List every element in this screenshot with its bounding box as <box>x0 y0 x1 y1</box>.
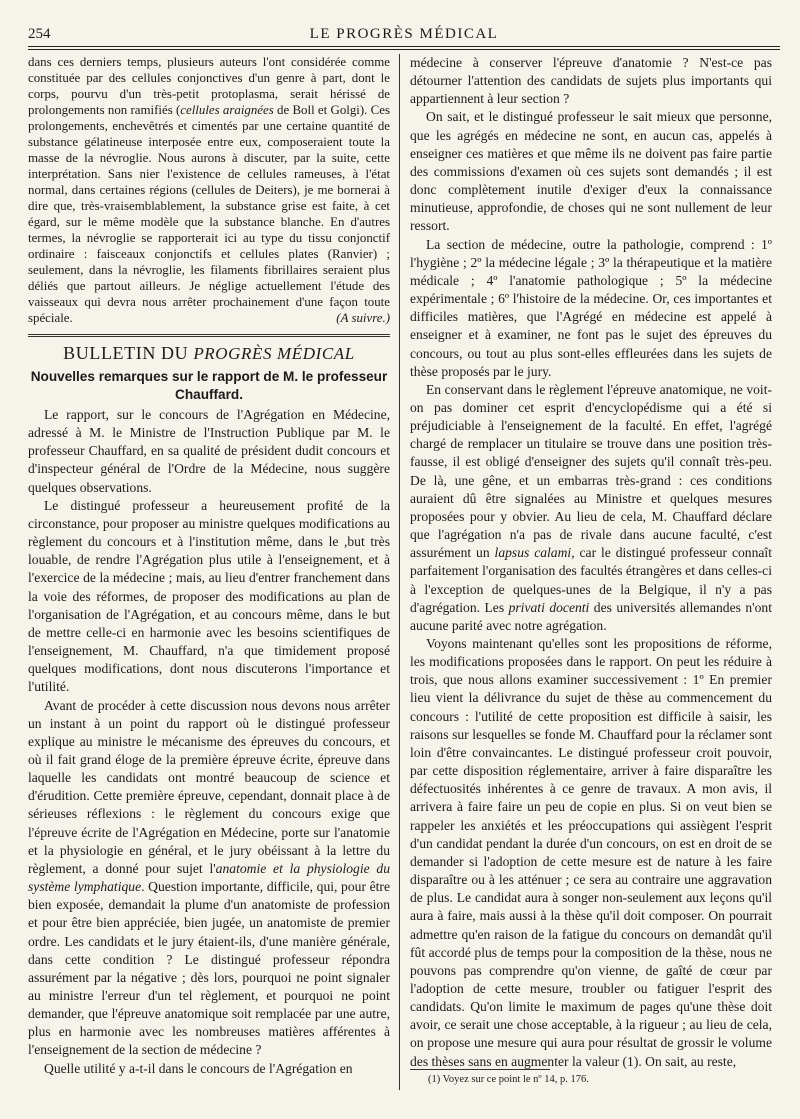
paragraph: Avant de procéder à cette discussion nous devons nous arrêter un instant à un point du rapport où le distingué professeur explique au ministre le mécanisme des épreuves du concours, et où il fait grand éloge de la première épreuve écrite, épreuve dans laquelle les candidats ont montré beaucoup de science et d'érudition. Cette première épreuve, cependant, donnait place à de sérieuses réflexions : le règlement du concours exige que l'épreuve écrite de l'Agrégation en Médecine, porte sur l'anatomie et la physiologie en général, et le jury obéissant à la lettre du règlement, a donné pour sujet l'anatomie et la physiologie du système lymphatique. Question importante, difficile, qui, pour être bien exposée, demandait la plume d'un anatomiste de profession et pour être bien appréciée, bien jugée, un anatomiste de premier ordre. Les candidats et le jury étaient-ils, d'une manière générale, dans cette condition ? Le distingué professeur répondra assurément par la négative ; dès lors, pourquoi ne point signaler au ministre l'erreur d'un tel règlement, et pourquoi ne point demander, que l'épreuve anatomique soit remplacée par une autre, plus en harmonie avec les nombreuses matières afférentes à l'enseignement de la section de médecine ? <box>28 697 390 1058</box>
paragraph: Le rapport, sur le concours de l'Agrégation en Médecine, adressé à M. le Ministre de l'Instruction Publique par M. le professeur Chauffard, en sa qualité de président dudit concours et d'inspecteur général de l'Ordre de la Médecine, nous suggère quelques observations. <box>28 407 390 495</box>
footnote-rule <box>410 1069 550 1070</box>
left-column <box>28 54 390 1092</box>
paragraph: La section de médecine, outre la pathologie, comprend : 1º l'hygiène ; 2º la médecine légale ; 3º la thérapeutique et la matière médicale ; 4º l'anatomie pathologique ; 5º la médecine expérimentale ; 6º l'histoire de la médecine. Or, ces importantes et difficiles matières, que l'Agrégé en médecine est appelé à enseigner et à examiner, ne font pas le sujet des épreuves du concours, ou tout au plus sont-elles effleurées dans les sujets de thèse proposés par le jury. <box>410 236 772 379</box>
continued-article-text: dans ces derniers temps, plusieurs auteurs l'ont considérée comme constituée par des cellules conjonctives d'un genre à part, dont le corps, pourvu d'un très-petit protoplasma, serait hérissé de prolongements non ramifiés (cellules araignées de Boll et Golgi). Ces prolongements, enchevêtrés et cimentés par une certaine quantité de substance gélatineuse interposée entre eux, composeraient toute la masse de la névroglie. Nous aurons à discuter, par la suite, cette interprétation. Sans nier l'existence de cellules rameuses, à l'état normal, dans certaines régions (cellules de Deiters), je me bornerai à dire que, très-vraisemblablement, la substance grise est faite, à cet égard, sur le même modèle que la substance blanche. En d'autres termes, la névroglie se rapporterait ici au type du tissu conjonctif ordinaire : faisceaux conjonctifs et cellules plates (Ranvier) ; seulement, dans la névroglie, les filaments fibrillaires seraient plus déliés que partout ailleurs. Je néglige actuellement l'étude des vaisseaux qui devra nous arrêter prochainement d'une façon toute spéciale. (A suivre.) <box>28 55 390 325</box>
paragraph: Quelle utilité y a-t-il dans le concours de l'Agrégation en <box>44 1060 353 1076</box>
right-column <box>410 54 772 1069</box>
paragraph: Voyons maintenant qu'elles sont les propositions de réforme, les modifications proposées dans le rapport. On peut les réduire à trois, que nous allons examiner successivement : 1º En premier lieu vient la délivrance du sujet de thèse au commencement du concours : l'utilité de cette proposition est difficile à saisir, les raisons sur lesquelles se fonde M. Chauffard pour la réclamer sont loin d'être convaincantes. Le distingué professeur croit pouvoir, par cette disposition réglementaire, arriver à faire disparaître les défectuosités inhérentes à ce genre de travaux. A mon avis, il arrivera à faire faire un peu de copie en plus. Si on veut bien se rappeler les anxiétés et les préoccupations qui assiègent l'esprit d'un candidat pendant la durée d'un concours, on est en droit de se demander si l'adoption de cette mesure est de nature à les faire disparaître ou à les atténuer ; ce sera au contraire une aggravation de plus. Le candidat aura à songer non-seulement aux leçons qu'il aura à faire, mais aussi à la thèse qu'il doit composer. On pourrait admettre qu'en raison de la fatigue du concours on demandât qu'il fût accordé plus de temps pour la composition de la thèse, nous ne pouvons pas comprendre qu'on vienne, de gaîté de cœur par l'adoption de cette mesure, troubler ou fatiguer l'esprit des candidats. Qu'on limite le maximum de pages qu'une thèse doit avoir, ce serait une chose acceptable, à la rigueur ; au lieu de cela, on propose une mesure qui aura pour résultat de grossir le volume des thèses sans en augmenter la valeur (1). On sait, au reste, <box>410 636 772 1069</box>
paragraph: médecine à conserver l'épreuve d'anatomie ? N'est-ce pas détourner l'attention des candidats de sujets plus importants qui appartiennent à leur section ? <box>410 55 772 107</box>
page-header <box>28 24 780 46</box>
footnote: (1) Voyez sur ce point le nº 14, p. 176. <box>428 1074 589 1085</box>
header-rule <box>28 46 780 50</box>
page-number: 254 <box>28 26 51 42</box>
article-subtitle: Nouvelles remarques sur le rapport de M. le professeur Chauffard. <box>30 369 388 402</box>
journal-title: LE PROGRÈS MÉDICAL <box>309 26 499 42</box>
paragraph: On sait, et le distingué professeur le sait mieux que personne, que les agrégés en médecine ne sont, en aucun cas, appelés à enseigner ces matières et que même ils ne doivent pas faire partie des commissions d'examen où ces sujets sont demandés ; il est donc complètement inutile d'exiger d'eux la connaissance minutieuse, approfondie, de choses qui ne sont nullement de leur ressort. <box>410 109 772 234</box>
paragraph: En conservant dans le règlement l'épreuve anatomique, ne voit-on pas dominer cet esprit d'encyclopédisme qui a été si préjudiciable à l'enseignement de la faculté. En effet, l'agrégé chargé de remplacer un titulaire se trouve dans une position très-fausse, il est obligé d'enseigner des sujets qu'il connaît très-peu. De là, une gêne, et un embarras très-grand : ces conditions auraient dû être signalées au Ministre et quelques mesures proposées pour y obvier. Au lieu de cela, M. Chauffard déclare que l'agrégation n'a pas de rivale dans aucune faculté, c'est assurément un lapsus calami, car le distingué professeur connaît parfaitement l'organisation des facultés étrangères et dans celles-ci à l'exception de quelques-unes de la Belgique, il n'y a pas d'agrégation. Les privati docenti des universités allemandes n'ont aucune parité avec notre agrégation. <box>410 381 772 633</box>
article-columns <box>28 54 780 1076</box>
section-separator <box>28 334 390 337</box>
bulletin-heading: BULLETIN DU PROGRÈS MÉDICAL <box>63 343 355 363</box>
to-be-continued: (A suivre.) <box>336 311 390 325</box>
column-divider <box>399 54 400 1090</box>
paragraph: Le distingué professeur a heureusement profité de la circonstance, pour proposer au ministre quelques modifications au règlement du concours et à l'institution même, dans le ,but très louable, de rendre l'Agrégation plus utile à l'enseignement, et à l'exercice de la médecine ; mais, au lieu d'entrer franchement dans la voie des réformes, de proposer des modifications au plan de l'organisation de l'Agrégation, et au concours même, dans le but de mettre celle-ci en harmonie avec les besoins scientifiques de l'enseignement, M. Chauffard, n'a que timidement proposé quelques modifications, dont nous discuterons l'importance et l'utilité. <box>28 497 390 695</box>
journal-page <box>28 24 780 1100</box>
